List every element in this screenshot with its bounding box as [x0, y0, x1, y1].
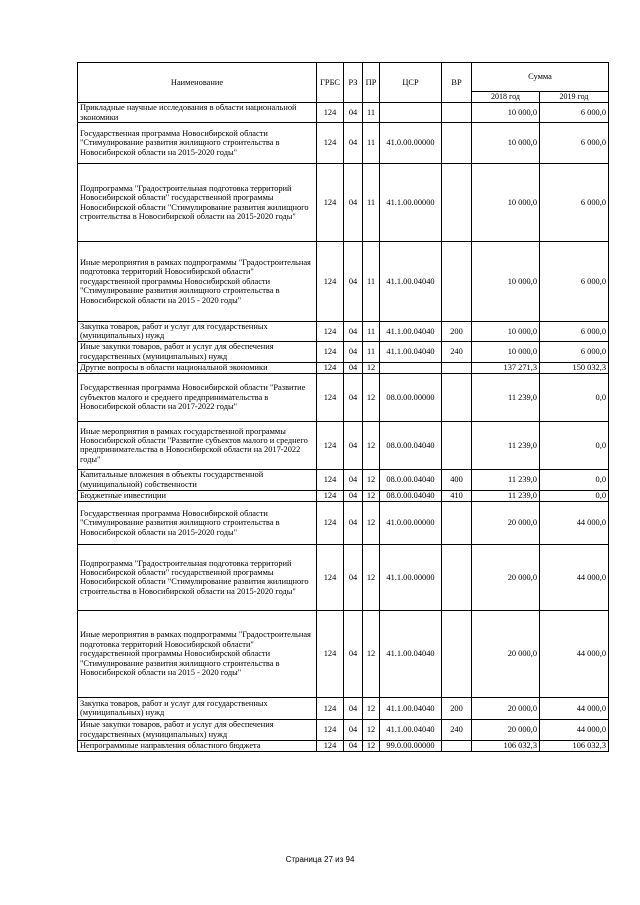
row-csr: 41.0.00.00000: [380, 123, 442, 164]
header-year-2019: 2019 год: [540, 92, 609, 103]
row-pr: 11: [363, 242, 380, 322]
row-pr: 12: [363, 373, 380, 421]
row-name: Другие вопросы в области национальной экономики: [78, 362, 317, 373]
row-pr: 12: [363, 610, 380, 697]
table-row: [78, 544, 609, 610]
header-grbs: ГРБС: [317, 63, 344, 103]
table-row: [78, 610, 609, 697]
row-grbs: 124: [317, 719, 344, 740]
row-grbs: 124: [317, 610, 344, 697]
row-rz: 04: [344, 421, 363, 469]
row-sum-2019: 150 032,3: [540, 362, 609, 373]
row-sum-2018: 11 239,0: [472, 490, 540, 501]
header-rz: РЗ: [344, 63, 363, 103]
row-sum-2018: 10 000,0: [472, 341, 540, 362]
row-sum-2019: 106 032,3: [540, 740, 609, 751]
row-pr: 12: [363, 501, 380, 544]
row-rz: 04: [344, 164, 363, 242]
header-csr: ЦСР: [380, 63, 442, 103]
row-sum-2018: 10 000,0: [472, 322, 540, 342]
row-sum-2018: 10 000,0: [472, 103, 540, 123]
row-sum-2019: 44 000,0: [540, 697, 609, 719]
row-vr: 200: [442, 322, 472, 342]
row-sum-2019: 6 000,0: [540, 123, 609, 164]
row-sum-2018: 20 000,0: [472, 719, 540, 740]
row-sum-2018: 20 000,0: [472, 544, 540, 610]
row-sum-2019: 0,0: [540, 421, 609, 469]
row-pr: 11: [363, 341, 380, 362]
table-row: [78, 697, 609, 719]
row-pr: 11: [363, 123, 380, 164]
row-vr: 400: [442, 469, 472, 490]
row-name: Непрограммные направления областного бюджета: [78, 740, 317, 751]
table-row: [78, 490, 609, 501]
row-grbs: 124: [317, 421, 344, 469]
row-grbs: 124: [317, 164, 344, 242]
row-grbs: 124: [317, 697, 344, 719]
row-sum-2018: 137 271,3: [472, 362, 540, 373]
row-sum-2019: 44 000,0: [540, 544, 609, 610]
table-row: [78, 341, 609, 362]
row-grbs: 124: [317, 341, 344, 362]
row-pr: 12: [363, 719, 380, 740]
row-csr: 41.1.00.04040: [380, 719, 442, 740]
row-sum-2019: 44 000,0: [540, 501, 609, 544]
row-rz: 04: [344, 103, 363, 123]
row-pr: 11: [363, 164, 380, 242]
row-sum-2019: 6 000,0: [540, 322, 609, 342]
header-vr: ВР: [442, 63, 472, 103]
row-rz: 04: [344, 322, 363, 342]
table-row: [78, 421, 609, 469]
row-grbs: 124: [317, 490, 344, 501]
row-pr: 11: [363, 322, 380, 342]
row-rz: 04: [344, 123, 363, 164]
row-vr: 200: [442, 697, 472, 719]
row-vr: [442, 610, 472, 697]
row-grbs: 124: [317, 242, 344, 322]
row-csr: 99.0.00.00000: [380, 740, 442, 751]
row-vr: [442, 362, 472, 373]
row-vr: [442, 103, 472, 123]
row-grbs: 124: [317, 123, 344, 164]
row-grbs: 124: [317, 501, 344, 544]
row-sum-2018: 10 000,0: [472, 123, 540, 164]
table-row: [78, 164, 609, 242]
row-grbs: 124: [317, 740, 344, 751]
table-row: [78, 103, 609, 123]
row-sum-2019: 6 000,0: [540, 242, 609, 322]
row-rz: 04: [344, 501, 363, 544]
row-name: Подпрограмма "Градостроительная подготовка территорий Новосибирской области" государственной программы Новосибирской области "Стимулирование развития жилищного строительства в Новосибирской области на 2015-2020 годы": [78, 544, 317, 610]
row-sum-2018: 10 000,0: [472, 164, 540, 242]
row-vr: [442, 123, 472, 164]
table-row: [78, 322, 609, 342]
row-csr: 41.1.00.04040: [380, 322, 442, 342]
row-rz: 04: [344, 469, 363, 490]
row-pr: 12: [363, 490, 380, 501]
row-rz: 04: [344, 490, 363, 501]
row-name: Государственная программа Новосибирской области "Стимулирование развития жилищного строительства в Новосибирской области на 2015-2020 годы": [78, 501, 317, 544]
row-rz: 04: [344, 341, 363, 362]
row-grbs: 124: [317, 322, 344, 342]
row-csr: 41.1.00.00000: [380, 164, 442, 242]
table-body: [78, 103, 609, 752]
row-grbs: 124: [317, 469, 344, 490]
row-pr: 12: [363, 362, 380, 373]
row-vr: 410: [442, 490, 472, 501]
row-name: Государственная программа Новосибирской области "Стимулирование развития жилищного строительства в Новосибирской области на 2015-2020 годы": [78, 123, 317, 164]
row-sum-2019: 0,0: [540, 469, 609, 490]
row-sum-2018: 20 000,0: [472, 610, 540, 697]
row-grbs: 124: [317, 103, 344, 123]
row-sum-2018: 20 000,0: [472, 501, 540, 544]
row-sum-2018: 11 239,0: [472, 421, 540, 469]
row-name: Бюджетные инвестиции: [78, 490, 317, 501]
row-rz: 04: [344, 740, 363, 751]
row-vr: [442, 373, 472, 421]
row-pr: 12: [363, 740, 380, 751]
row-rz: 04: [344, 697, 363, 719]
table-row: [78, 501, 609, 544]
row-name: Прикладные научные исследования в области национальной экономики: [78, 103, 317, 123]
row-csr: 08.0.00.04040: [380, 490, 442, 501]
row-pr: 11: [363, 103, 380, 123]
row-vr: [442, 242, 472, 322]
table-row: [78, 242, 609, 322]
table-row: [78, 373, 609, 421]
header-name: Наименование: [78, 63, 317, 103]
row-csr: [380, 362, 442, 373]
row-csr: 08.0.00.04040: [380, 469, 442, 490]
row-sum-2019: 0,0: [540, 490, 609, 501]
row-vr: [442, 421, 472, 469]
header-pr: ПР: [363, 63, 380, 103]
row-sum-2019: 6 000,0: [540, 103, 609, 123]
row-vr: 240: [442, 341, 472, 362]
row-name: Иные мероприятия в рамках подпрограммы "Градостроительная подготовка территорий Новосибирской области" государственной программы Новосибирской области "Стимулирование развития жилищного строительства в Новосибирской области на 2015 - 2020 годы": [78, 610, 317, 697]
row-name: Закупка товаров, работ и услуг для государственных (муниципальных) нужд: [78, 322, 317, 342]
row-pr: 12: [363, 544, 380, 610]
row-rz: 04: [344, 242, 363, 322]
row-pr: 12: [363, 421, 380, 469]
table-row: [78, 719, 609, 740]
row-rz: 04: [344, 544, 363, 610]
row-sum-2018: 11 239,0: [472, 373, 540, 421]
row-pr: 12: [363, 469, 380, 490]
table-row: [78, 469, 609, 490]
row-name: Закупка товаров, работ и услуг для государственных (муниципальных) нужд: [78, 697, 317, 719]
row-vr: [442, 501, 472, 544]
table-row: [78, 362, 609, 373]
header-sum: Сумма: [472, 63, 609, 92]
row-csr: 41.1.00.04040: [380, 242, 442, 322]
row-csr: 41.0.00.00000: [380, 501, 442, 544]
row-csr: 08.0.00.00000: [380, 373, 442, 421]
row-rz: 04: [344, 610, 363, 697]
row-sum-2018: 20 000,0: [472, 697, 540, 719]
row-csr: 08.0.00.04040: [380, 421, 442, 469]
budget-table: [77, 62, 609, 752]
row-name: Капитальные вложения в объекты государственной (муниципальной) собственности: [78, 469, 317, 490]
row-sum-2019: 6 000,0: [540, 164, 609, 242]
row-vr: [442, 164, 472, 242]
row-csr: 41.1.00.04040: [380, 341, 442, 362]
row-name: Подпрограмма "Градостроительная подготовка территорий Новосибирской области" государственной программы Новосибирской области "Стимулирование развития жилищного строительства в Новосибирской области на 2015-2020 годы": [78, 164, 317, 242]
row-sum-2019: 44 000,0: [540, 719, 609, 740]
row-vr: [442, 740, 472, 751]
row-rz: 04: [344, 362, 363, 373]
page-footer: Страница 27 из 94: [285, 855, 355, 864]
table-row: [78, 740, 609, 751]
row-csr: 41.1.00.04040: [380, 697, 442, 719]
row-sum-2018: 10 000,0: [472, 242, 540, 322]
row-name: Иные мероприятия в рамках подпрограммы "Градостроительная подготовка территорий Новосибирской области" государственной программы Новосибирской области "Стимулирование развития жилищного строительства в Новосибирской области на 2015 - 2020 годы": [78, 242, 317, 322]
row-vr: [442, 544, 472, 610]
row-name: Иные закупки товаров, работ и услуг для обеспечения государственных (муниципальных) нужд: [78, 341, 317, 362]
row-name: Государственная программа Новосибирской области "Развитие субъектов малого и среднего предпринимательства в Новосибирской области на 2017-2022 годы": [78, 373, 317, 421]
row-csr: 41.1.00.04040: [380, 610, 442, 697]
row-vr: 240: [442, 719, 472, 740]
row-sum-2018: 11 239,0: [472, 469, 540, 490]
table-row: [78, 123, 609, 164]
row-grbs: 124: [317, 544, 344, 610]
row-name: Иные мероприятия в рамках государственной программы Новосибирской области "Развитие субъектов малого и среднего предпринимательства в Новосибирской области на 2017-2022 годы": [78, 421, 317, 469]
row-pr: 12: [363, 697, 380, 719]
row-grbs: 124: [317, 373, 344, 421]
row-name: Иные закупки товаров, работ и услуг для обеспечения государственных (муниципальных) нужд: [78, 719, 317, 740]
row-rz: 04: [344, 719, 363, 740]
row-rz: 04: [344, 373, 363, 421]
row-sum-2019: 0,0: [540, 373, 609, 421]
row-sum-2019: 44 000,0: [540, 610, 609, 697]
row-csr: 41.1.00.00000: [380, 544, 442, 610]
row-csr: [380, 103, 442, 123]
header-year-2018: 2018 год: [472, 92, 540, 103]
row-grbs: 124: [317, 362, 344, 373]
row-sum-2018: 106 032,3: [472, 740, 540, 751]
row-sum-2019: 6 000,0: [540, 341, 609, 362]
